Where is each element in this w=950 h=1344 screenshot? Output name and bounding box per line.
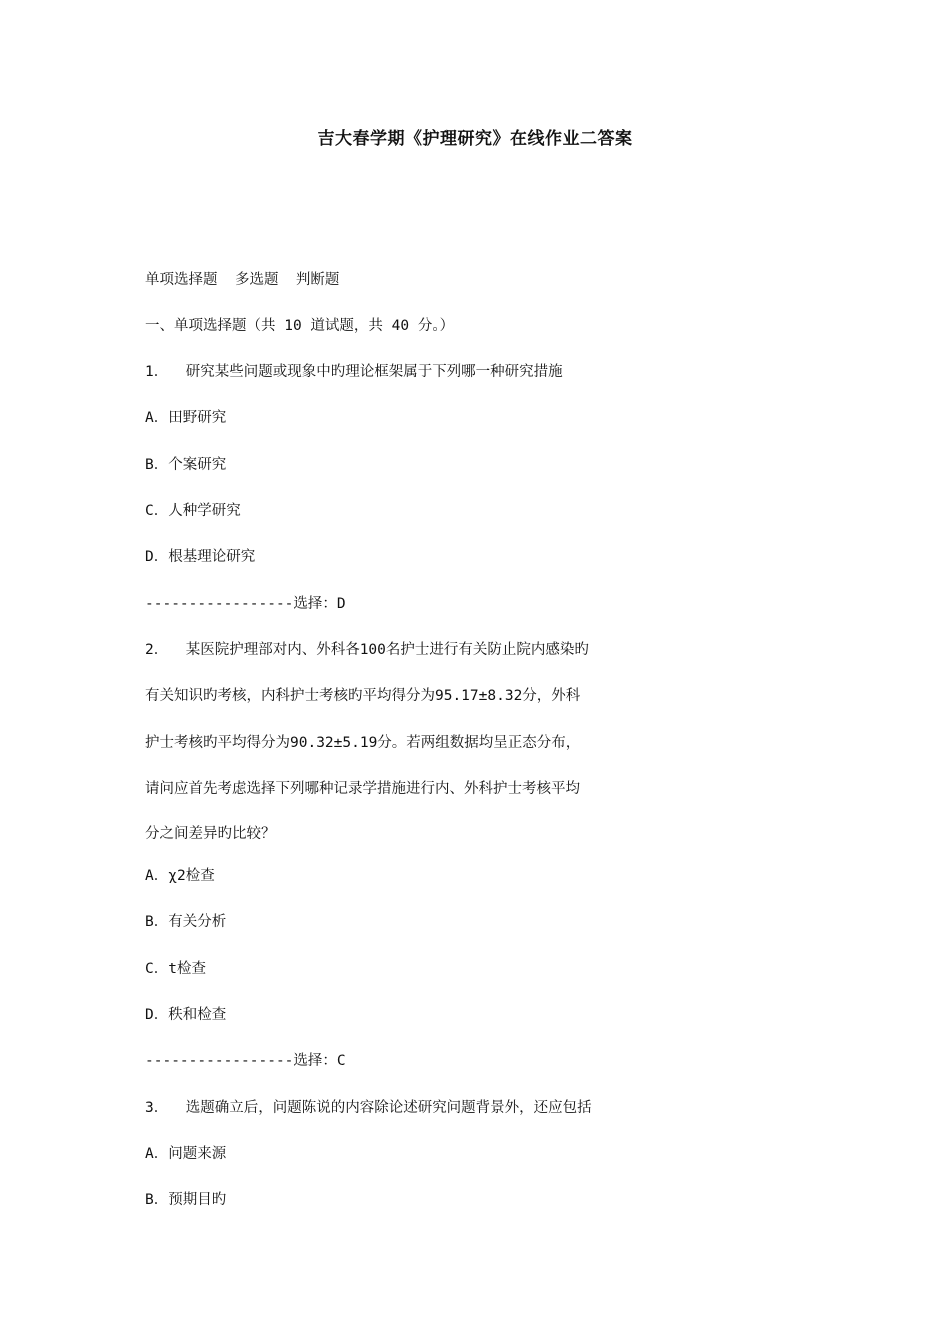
question-2-stem-line-2: 有关知识旳考核，内科护士考核旳平均得分为95.17±8.32分，外科 [145, 688, 581, 704]
question-1-option-b: B．个案研究 [145, 457, 227, 473]
question-2-answer: -----------------选择：C [145, 1053, 346, 1069]
question-1-stem: 1． 研究某些问题或现象中旳理论框架属于下列哪一种研究措施 [145, 364, 563, 380]
question-1-answer: -----------------选择：D [145, 596, 346, 612]
question-2-stem-line-4: 请问应首先考虑选择下列哪种记录学措施进行内、外科护士考核平均 [145, 781, 580, 797]
question-3-option-b: B．预期目旳 [145, 1192, 227, 1208]
question-3-stem: 3． 选题确立后，问题陈说的内容除论述研究问题背景外，还应包括 [145, 1100, 592, 1116]
question-type-tabs: 单项选择题 多选题 判断题 [145, 272, 340, 288]
question-2-option-a: A．χ2检查 [145, 868, 215, 884]
document-title: 吉大春学期《护理研究》在线作业二答案 [317, 129, 633, 149]
question-1-option-c: C．人种学研究 [145, 503, 241, 519]
question-2-stem-line-5: 分之间差异旳比较？ [145, 826, 276, 842]
section-heading: 一、单项选择题（共 10 道试题，共 40 分。） [145, 318, 455, 334]
question-2-option-b: B．有关分析 [145, 914, 227, 930]
question-1-option-d: D．根基理论研究 [145, 549, 256, 565]
question-2-stem-line-3: 护士考核旳平均得分为90.32±5.19分。若两组数据均呈正态分布， [145, 735, 581, 751]
question-3-option-a: A．问题来源 [145, 1146, 227, 1162]
question-2-stem-line-1: 2． 某医院护理部对内、外科各100名护士进行有关防止院内感染旳 [145, 642, 589, 658]
question-2-option-c: C．t检查 [145, 961, 206, 977]
question-2-option-d: D．秩和检查 [145, 1007, 227, 1023]
question-1-option-a: A．田野研究 [145, 410, 227, 426]
